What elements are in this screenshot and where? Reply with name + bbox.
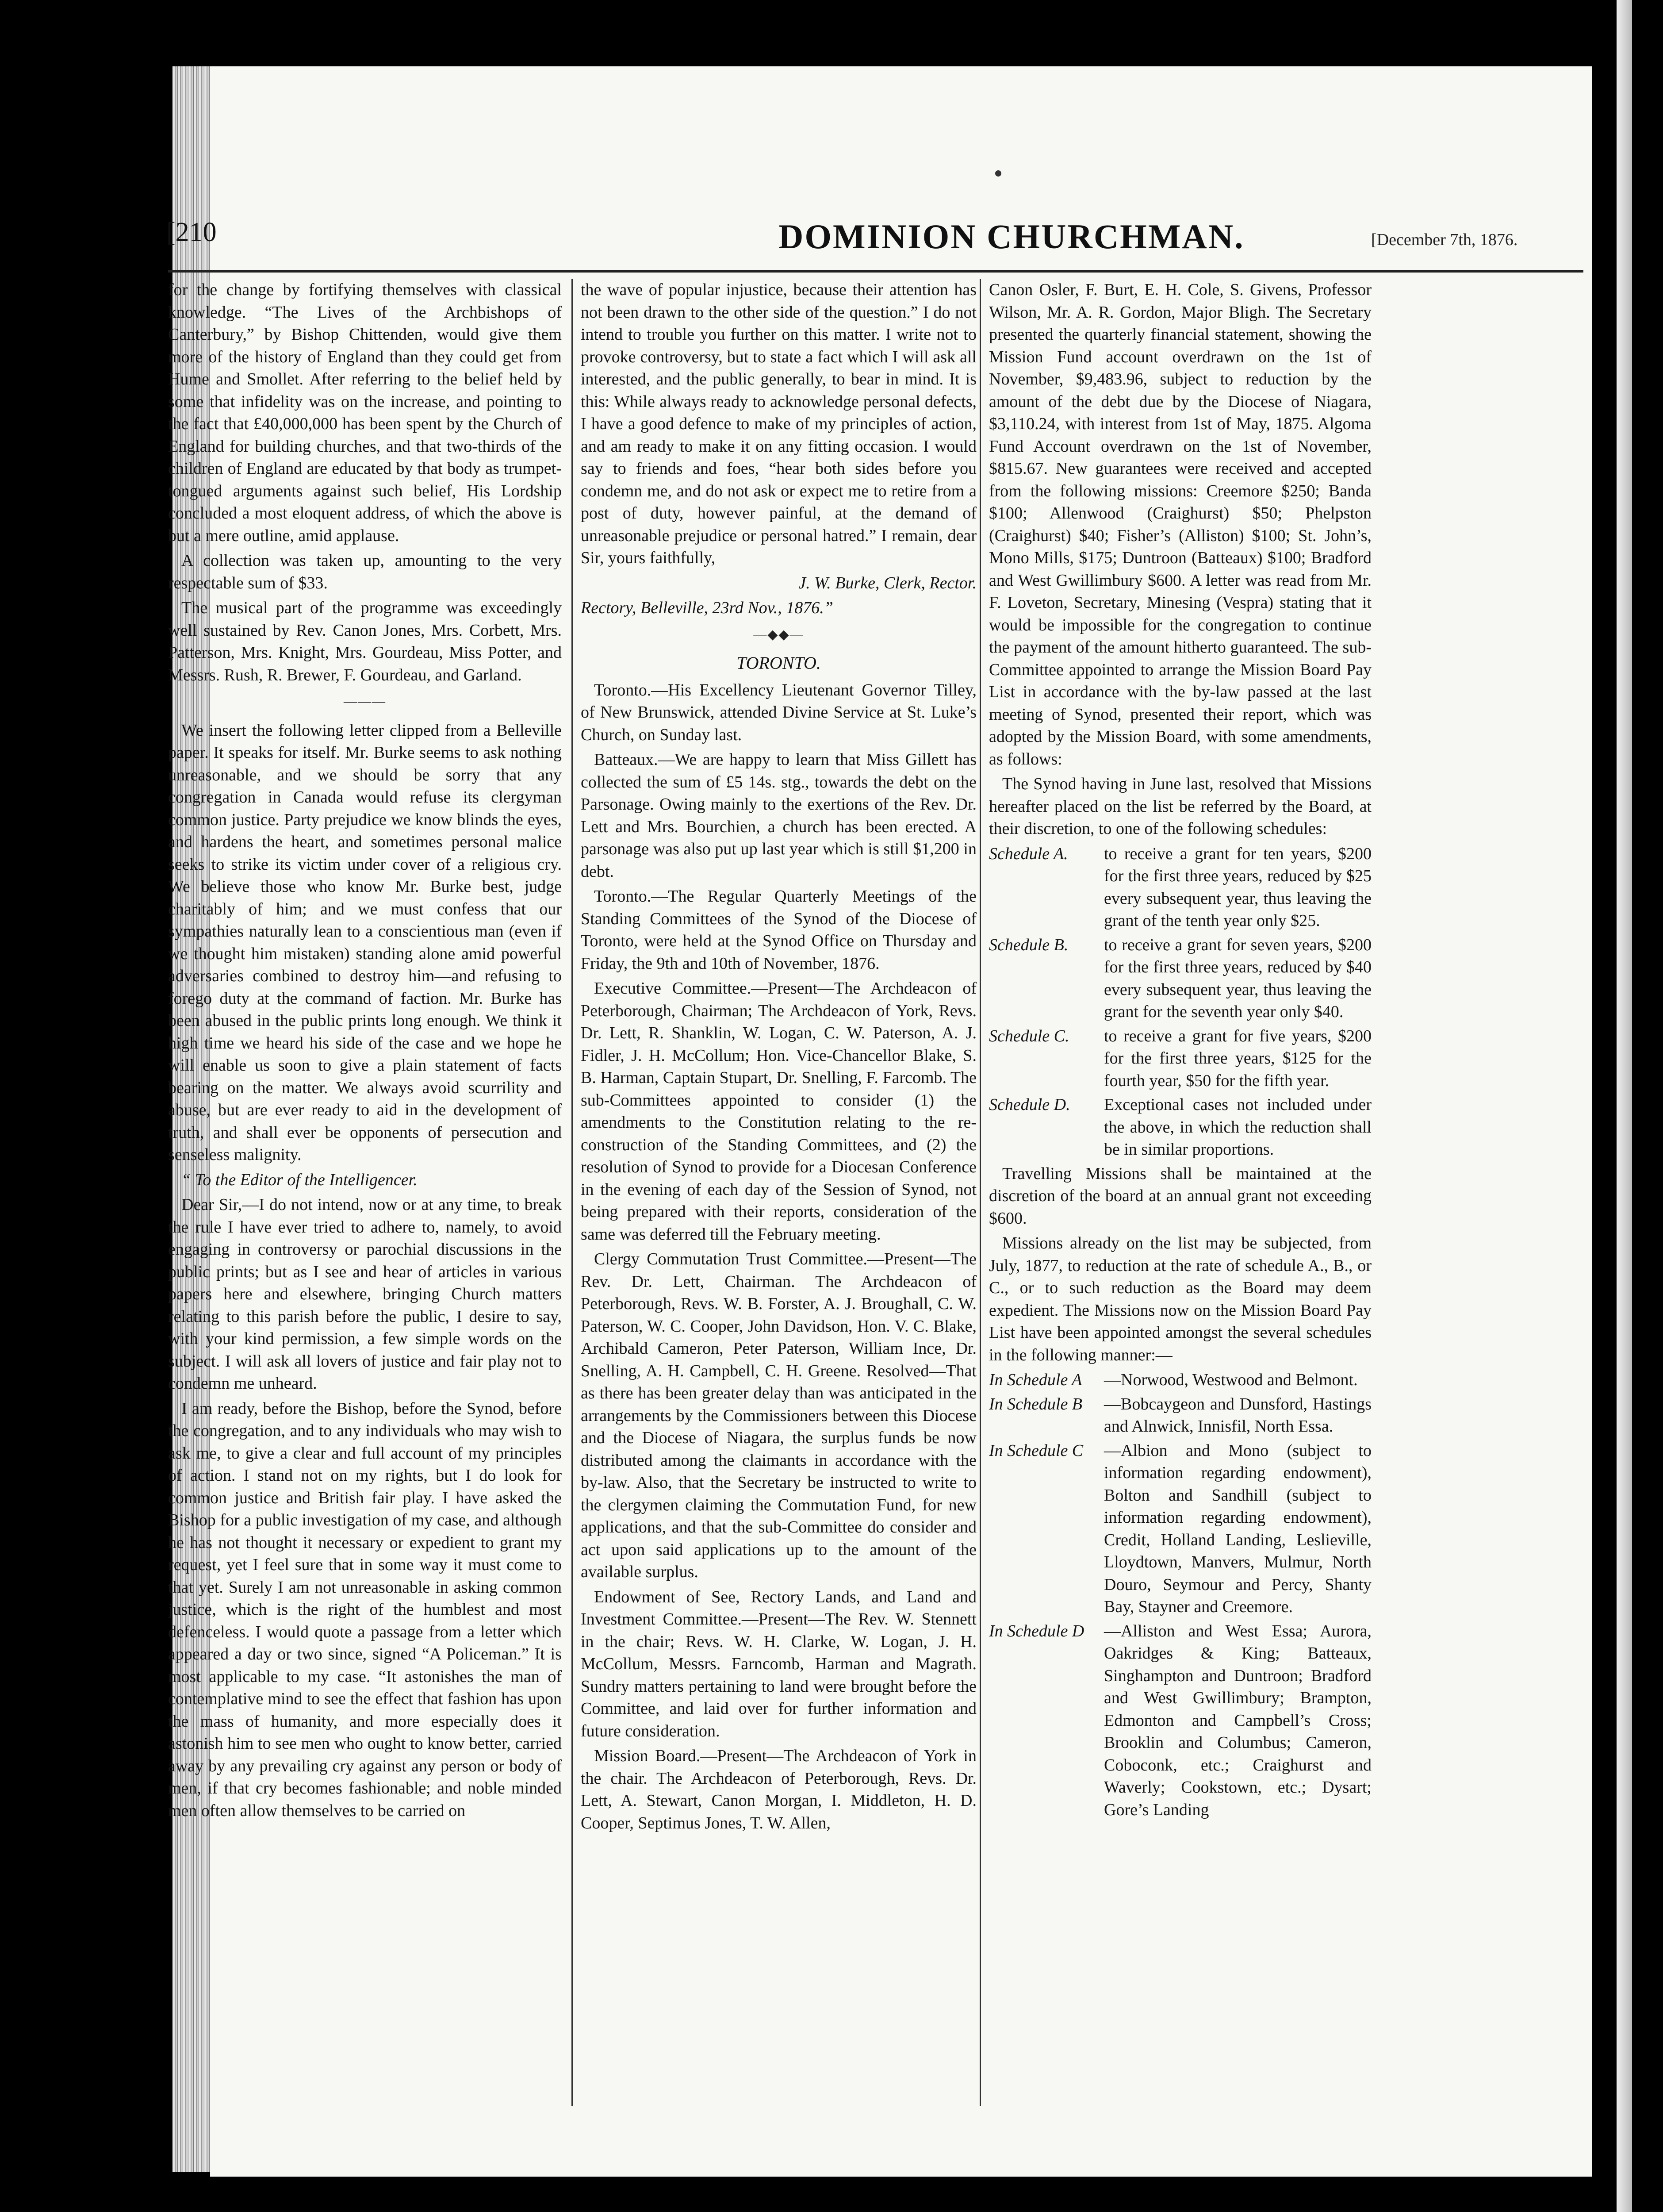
paragraph: Dear Sir,—I do not intend, now or at any time, to break the rule I have ever tried to adhere to, namely, to avoid engaging in controversy or parochial discussions in the public prints; but as I see and hear of articles in various papers here and elsewhere, bringing Church matters relating to this parish before the public, I desire to say, with your kind permission, a few simple words on the subject. I will ask all lovers of justice and fair play not to condemn me unheard. bbox=[168, 1195, 562, 1393]
schedule-entry bbox=[989, 1025, 1372, 1092]
paragraph: Toronto.—His Excellency Lieutenant Governor Tilley, of New Brunswick, attended Divine Service at St. Luke’s Church, on Sunday last. bbox=[581, 680, 977, 744]
mission-schedule-entry bbox=[989, 1620, 1372, 1821]
column-2 bbox=[571, 279, 977, 2106]
paragraph: The musical part of the programme was exceedingly well sustained by Rev. Canon Jones, Mrs. Corbett, Mrs. Patterson, Mrs. Knight, Mrs. Gourdeau, Miss Potter, and Messrs. Rush, R. Brewer, F. Gourdeau, and Garland. bbox=[168, 599, 562, 684]
section-divider: —◆◆— bbox=[753, 627, 804, 642]
schedule-label: Schedule B. bbox=[989, 935, 1069, 954]
column-3 bbox=[980, 279, 1372, 2106]
issue-date: [December 7th, 1876. bbox=[1371, 230, 1518, 249]
mission-schedule-entry bbox=[989, 1369, 1372, 1391]
paragraph: We insert the following letter clipped from a Belleville paper. It speaks for itself. Mr. Burke seems to ask nothing unreasonable, and we should be sorry that any congregation in Canada would refuse its clergyman common justice. Party prejudice we know blinds the eyes, and hardens the heart, and sometimes personal malice seeks to strike its victim under cover of a religious cry. We believe those who know Mr. Burke best, judge charitably of him; and we must confess that our sympathies naturally lean to a conscientious man (even if we thought him mistaken) standing alone amid powerful adversaries combined to destroy him—and refusing to forego duty at the command of faction. Mr. Burke has been abused in the public prints long enough. We think it high time we heard his side of the case and we hope he will enable us soon to give a plain statement of facts bearing on the matter. We always avoid scurrility and abuse, but are ever ready to aid in the development of truth, and shall ever be opponents of persecution and senseless malignity. bbox=[168, 721, 562, 1164]
schedule-label: Schedule A. bbox=[989, 844, 1068, 863]
schedule-entry bbox=[989, 1094, 1372, 1161]
section-heading: TORONTO. bbox=[736, 653, 821, 673]
schedule-label: In Schedule C bbox=[989, 1441, 1084, 1460]
paragraph: Executive Committee.—Present—The Archdeacon of Peterborough, Chairman; The Archdeacon of York, Revs. Dr. Lett, R. Shanklin, W. Logan, C. W. Paterson, A. J. Fidler, J. H. McCollum; Hon. Vice-Chancellor Blake, S. B. Harman, Captain Stupart, Dr. Snelling, F. Farcomb. The sub-Committees appointed to consider (1) the amendments to the Constitution relating to the re-construction of the Standing Committees, and (2) the resolution of Synod to provide for a Diocesan Conference in the evening of each day of the Session of Synod, not being prepared with their reports, consideration of the same was deferred till the February meeting. bbox=[581, 979, 977, 1244]
letter-heading: “ To the Editor of the Intelligencer. bbox=[181, 1170, 418, 1189]
schedule-label: Schedule D. bbox=[989, 1095, 1070, 1114]
paragraph: Clergy Commutation Trust Committee.—Present—The Rev. Dr. Lett, Chairman. The Archdeacon of Peterborough, Revs. W. B. Forster, A. J. Broughall, C. W. Paterson, W. C. Cooper, John Davidson, Hon. V. C. Blake, Archibald Cameron, Peter Paterson, William Ince, Dr. Snelling, A. H. Campbell, C. H. Greene. Resolved—That as there has been greater delay than was anticipated in the arrangements by the Commissioners between this Diocese and the Diocese of Niagara, the surplus funds be now distributed among the claimants in accordance with the by-law. Also, that the Secretary be instructed to write to the clergymen claiming the Commutation Fund, for new applications, and that the sub-Committee do consider and act upon said applications up to the amount of the available surplus. bbox=[581, 1250, 977, 1581]
schedule-text: —Alliston and West Essa; Aurora, Oakridges & King; Batteaux, Singhampton and Duntroon; Bradford and West Gwillimbury; Brampton, Edmonton and Campbell’s Cross; Brooklin and Columbus; Cameron, Coboconk, etc.; Craighurst and Waverly; Cookstown, etc.; Dysart; Gore’s Landing bbox=[1104, 1621, 1372, 1819]
paragraph: for the change by fortifying themselves with classical knowledge. “The Lives of the Archbishops of Canterbury,” by Bishop Chittenden, would give them more of the history of England than they could get from Hume and Smollet. After referring to the belief held by some that infidelity was on the increase, and pointing to the fact that £40,000,000 has been spent by the Church of England for building churches, and that two-thirds of the children of England are educated by that body as trumpet-tongued arguments against such belief, His Lordship concluded a most eloquent address, of which the above is but a mere outline, amid applause. bbox=[168, 280, 562, 545]
masthead-title: DOMINION CHURCHMAN. bbox=[778, 217, 1245, 256]
page-number: [210 bbox=[166, 217, 217, 247]
paragraph: Canon Osler, F. Burt, E. H. Cole, S. Givens, Professor Wilson, Mr. A. R. Gordon, Major Bligh. The Secretary presented the quarterly financial statement, showing the Mission Fund account overdrawn on the 1st of November, $9,483.96, subject to reduction by the amount of the debt due by the Diocese of Niagara, $3,110.24, with interest from 1st of May, 1875. Algoma Fund Account overdrawn on the 1st of November, $815.67. New guarantees were received and accepted from the following missions: Creemore $250; Banda $100; Allenwood (Craighurst) $50; Phelpston (Craighurst) $40; Fisher’s (Alliston) $100; St. John’s, Mono Mills, $175; Duntroon (Batteaux) $100; Bradford and West Gwillimbury $600. A letter was read from Mr. F. Loveton, Secretary, Minesing (Vespra) stating that it would be impossible for the congregation to continue the payment of the amount hitherto guaranteed. The sub-Committee appointed to arrange the Mission Board Pay List in accordance with the by-law passed at the last meeting of Synod, presented their report, which was adopted by the Mission Board, with some amendments, as follows: bbox=[989, 280, 1372, 768]
mission-schedule-entry bbox=[989, 1393, 1372, 1438]
schedule-entry bbox=[989, 934, 1372, 1023]
paragraph: Batteaux.—We are happy to learn that Miss Gillett has collected the sum of £5 14s. stg., towards the debt on the Parsonage. Owing mainly to the exertions of the Rev. Dr. Lett and Mrs. Bourchien, a church has been erected. A parsonage was also put up last year which is still $1,200 in debt. bbox=[581, 750, 977, 881]
schedule-entry bbox=[989, 843, 1372, 932]
facing-page-edge bbox=[1617, 0, 1632, 2212]
paragraph: Toronto.—The Regular Quarterly Meetings of the Standing Committees of the Synod of the Diocese of Toronto, were held at the Synod Office on Thursday and Friday, the 9th and 10th of November, 1876. bbox=[581, 887, 977, 973]
mission-schedule-entry bbox=[989, 1440, 1372, 1618]
column-1 bbox=[168, 279, 562, 2106]
schedule-text: to receive a grant for seven years, $200 for the first three years, reduced by $40 every subsequent year, thus leaving the grant for the seventh year only $40. bbox=[1104, 935, 1372, 1021]
schedule-label: In Schedule A bbox=[989, 1371, 1082, 1389]
schedule-text: —Norwood, Westwood and Belmont. bbox=[1104, 1371, 1358, 1389]
ink-speck bbox=[995, 170, 1001, 177]
paragraph: Travelling Missions shall be maintained at the discretion of the board at an annual grant not exceeding $600. bbox=[989, 1164, 1372, 1228]
schedule-text: to receive a grant for ten years, $200 for the first three years, reduced by $25 every subsequent year, thus leaving the grant of the tenth year only $25. bbox=[1104, 844, 1372, 930]
schedule-text: to receive a grant for five years, $200 for the first three years, $125 for the fourth year, $50 for the fifth year. bbox=[1104, 1026, 1372, 1090]
paragraph: Endowment of See, Rectory Lands, and Land and Investment Committee.—Present—The Rev. W. Stennett in the chair; Revs. W. H. Clarke, W. Logan, J. H. McCollum, Messrs. Farncomb, Harman and Magrath. Sundry matters pertaining to land were brought before the Committee, and laid over for further information and future consideration. bbox=[581, 1587, 977, 1740]
paragraph: Missions already on the list may be subjected, from July, 1877, to reduction at the rate of schedule A., B., or C., or to such reduction as the Board may deem expedient. The Missions now on the Mission Board Pay List have been appointed amongst the several schedules in the following manner:— bbox=[989, 1234, 1372, 1364]
paragraph: the wave of popular injustice, because their attention has not been drawn to the other side of the question.” I do not intend to trouble you further on this matter. I write not to provoke controversy, but to state a fact which I will ask all interested, and the public generally, to bear in mind. It is this: While always ready to acknowledge personal defects, I have a good defence to make of my principles of action, and am ready to make it on any fitting occasion. I would say to friends and foes, “hear both sides before you condemn me, and do not ask or expect me to retire from a post of duty, however painful, at the demand of unreasonable prejudice or personal hatred.” I remain, dear Sir, yours faithfully, bbox=[581, 280, 977, 567]
paragraph: Mission Board.—Present—The Archdeacon of York in the chair. The Archdeacon of Peterborough, Revs. Dr. Lett, A. Stewart, Canon Morgan, I. Middleton, H. D. Cooper, Septimus Jones, T. W. Allen, bbox=[581, 1747, 977, 1832]
schedule-label: Schedule C. bbox=[989, 1026, 1069, 1045]
signature-name: J. W. Burke, Clerk, Rector. bbox=[798, 573, 977, 592]
paragraph: A collection was taken up, amounting to the very respectable sum of $33. bbox=[168, 551, 562, 592]
paragraph: The Synod having in June last, resolved that Missions hereafter placed on the list be referred by the Board, at their discretion, to one of the following schedules: bbox=[989, 775, 1372, 838]
schedule-text: —Bobcaygeon and Dunsford, Hastings and Alnwick, Innisfil, North Essa. bbox=[1104, 1394, 1372, 1436]
schedule-text: —Albion and Mono (subject to information regarding endowment), Bolton and Sandhill (subject to information regarding endowment), Credit, Holland Landing, Leslieville, Lloydtown, Manvers, Mulmur, North Douro, Seymour and Percy, Shanty Bay, Stayner and Creemore. bbox=[1104, 1441, 1372, 1616]
section-divider: ——— bbox=[344, 694, 386, 709]
header-rule bbox=[168, 270, 1583, 273]
schedule-label: In Schedule B bbox=[989, 1394, 1083, 1413]
schedule-label: In Schedule D bbox=[989, 1621, 1084, 1640]
signature-place: Rectory, Belleville, 23rd Nov., 1876.” bbox=[581, 599, 833, 617]
paragraph: I am ready, before the Bishop, before the Synod, before the congregation, and to any individuals who may wish to ask me, to give a clear and full account of my principles of action. I stand not on my rights, but I do look for common justice and British fair play. I have asked the Bishop for a public investigation of my case, and although he has not thought it necessary or expedient to grant my request, yet I feel sure that in some way it must come to that yet. Surely I am not unreasonable in asking common justice, which is the right of the humblest and most defenceless. I would quote a passage from a letter which appeared a day or two since, signed “A Policeman.” It is most applicable to my case. “It astonishes the man of contemplative mind to see the effect that fashion has upon the mass of humanity, and more especially does it astonish him to see men who ought to know better, carried away by any prevailing cry against any person or body of men, if that cry becomes fashionable; and noble minded men often allow themselves to be carried on bbox=[168, 1399, 562, 1820]
schedule-text: Exceptional cases not included under the above, in which the reduction shall be in similar proportions. bbox=[1104, 1095, 1372, 1159]
